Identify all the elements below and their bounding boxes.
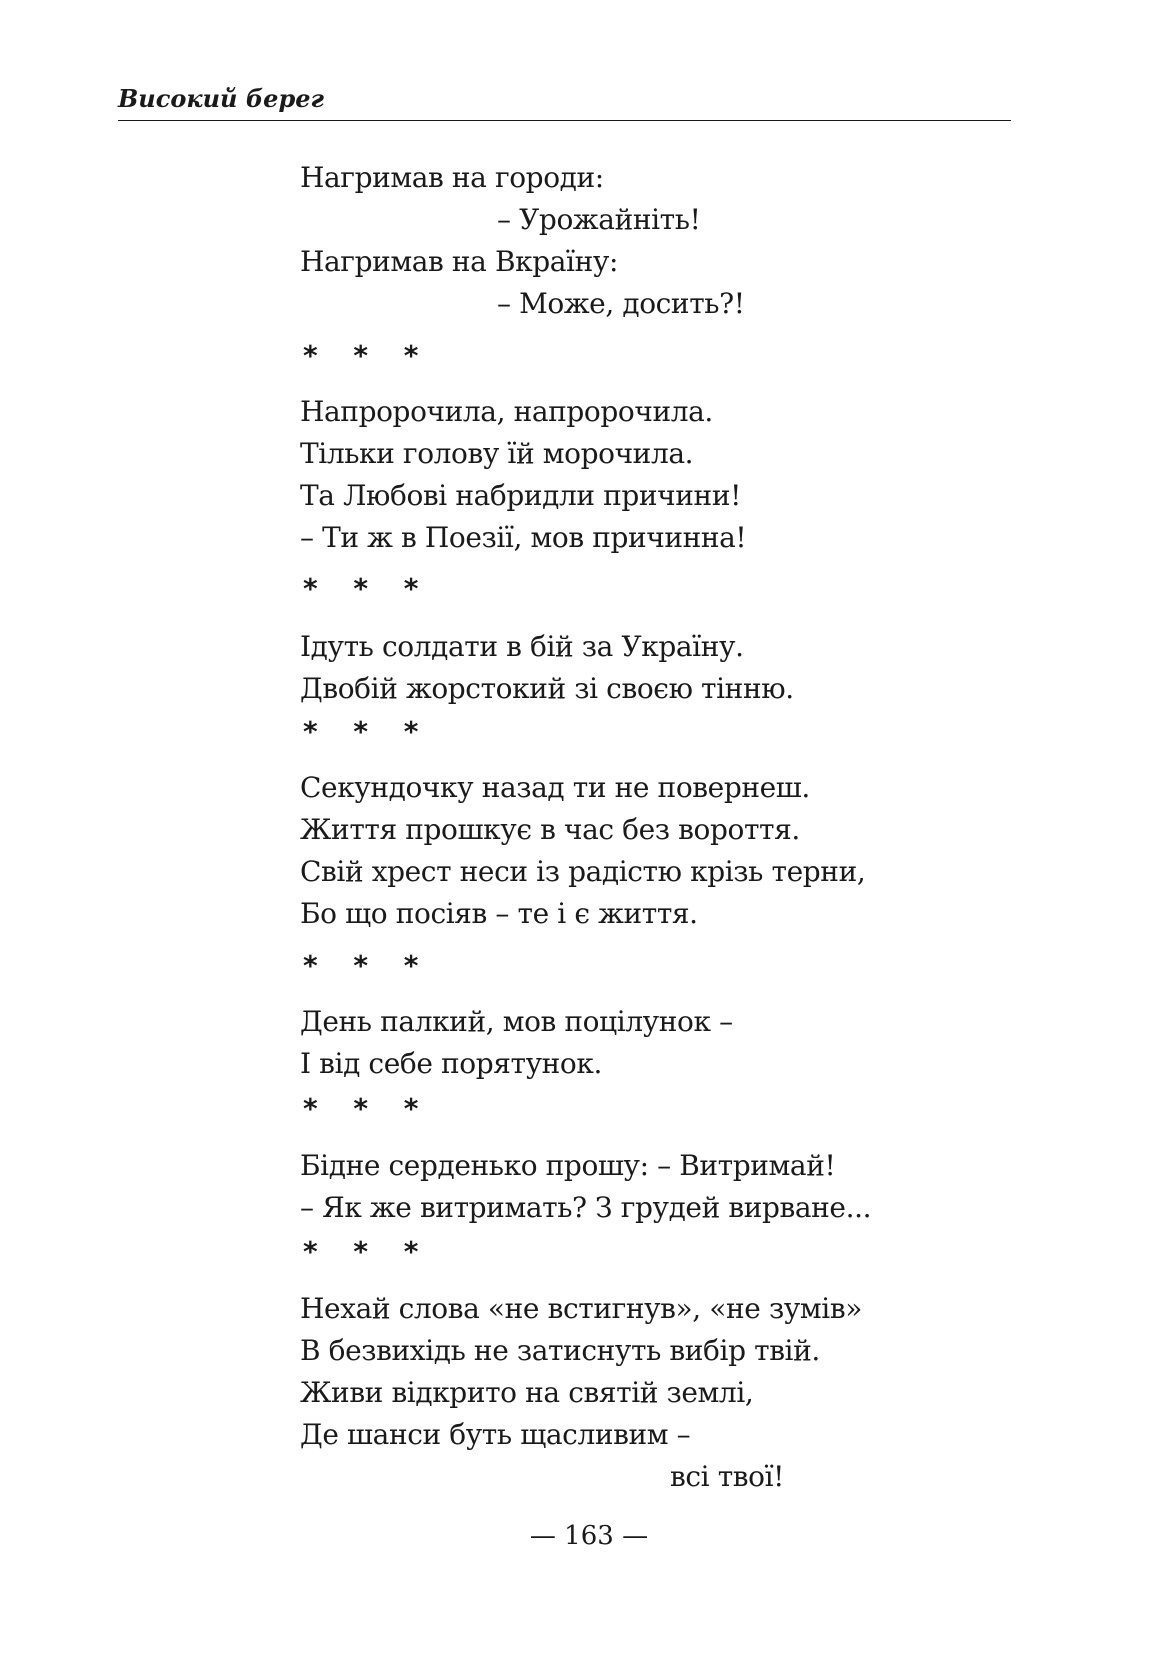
section-separator: * * * (303, 1235, 432, 1268)
poem-7 (300, 1288, 1000, 1498)
poem-line: Нагримав на городи: (300, 161, 604, 194)
section-separator: * * * (303, 715, 432, 748)
poem-line: всі твої! (670, 1460, 785, 1493)
running-head-title: Високий берег (118, 84, 325, 113)
poem-line: Бідне серденько прошу: – Витримай! (300, 1149, 836, 1182)
poem-2 (300, 391, 1000, 559)
poem-3 (300, 626, 1000, 710)
poem-line: Та Любові набридли причини! (300, 479, 741, 512)
poem-line: Де шанси буть щасливим – (300, 1418, 691, 1451)
poem-line: В безвихідь не затиснуть вибір твій. (300, 1334, 820, 1367)
section-separator: * * * (303, 572, 432, 605)
poem-line: Нехай слова «не встигнув», «не зумів» (300, 1292, 862, 1325)
poem-line: Життя прошкує в час без вороття. (300, 813, 800, 846)
section-separator: * * * (303, 1092, 432, 1125)
poem-1 (300, 157, 1000, 325)
poem-6 (300, 1145, 1000, 1229)
poem-line: Нагримав на Вкраїну: (300, 245, 618, 278)
poem-line: Двобій жорстокий зі своєю тінню. (300, 672, 794, 705)
poem-line: Напророчила, напророчила. (300, 395, 713, 428)
poem-line: І від себе порятунок. (300, 1047, 602, 1080)
poem-line: – Ти ж в Поезії, мов причинна! (300, 521, 747, 554)
poem-line: Секундочку назад ти не повернеш. (300, 771, 810, 804)
header-divider (118, 120, 1011, 121)
poem-line: – Як же витримать? З грудей вирване... (300, 1191, 872, 1224)
section-separator: * * * (303, 339, 432, 372)
poem-line: Свій хрест неси із радістю крізь терни, (300, 855, 866, 888)
poem-line: – Урожайніть! (497, 203, 701, 236)
page-number: — 163 — (529, 1521, 649, 1551)
poem-line: Ідуть солдати в бій за Україну. (300, 630, 744, 663)
poem-line: День палкий, мов поцілунок – (300, 1005, 733, 1038)
poem-line: Бо що посіяв – те і є життя. (300, 897, 698, 930)
poem-4 (300, 767, 1000, 935)
poem-line: – Може, досить?! (497, 287, 745, 320)
section-separator: * * * (303, 949, 432, 982)
poem-line: Живи відкрито на святій землі, (300, 1376, 754, 1409)
poem-5 (300, 1001, 1000, 1085)
poem-line: Тільки голову їй морочила. (300, 437, 694, 470)
